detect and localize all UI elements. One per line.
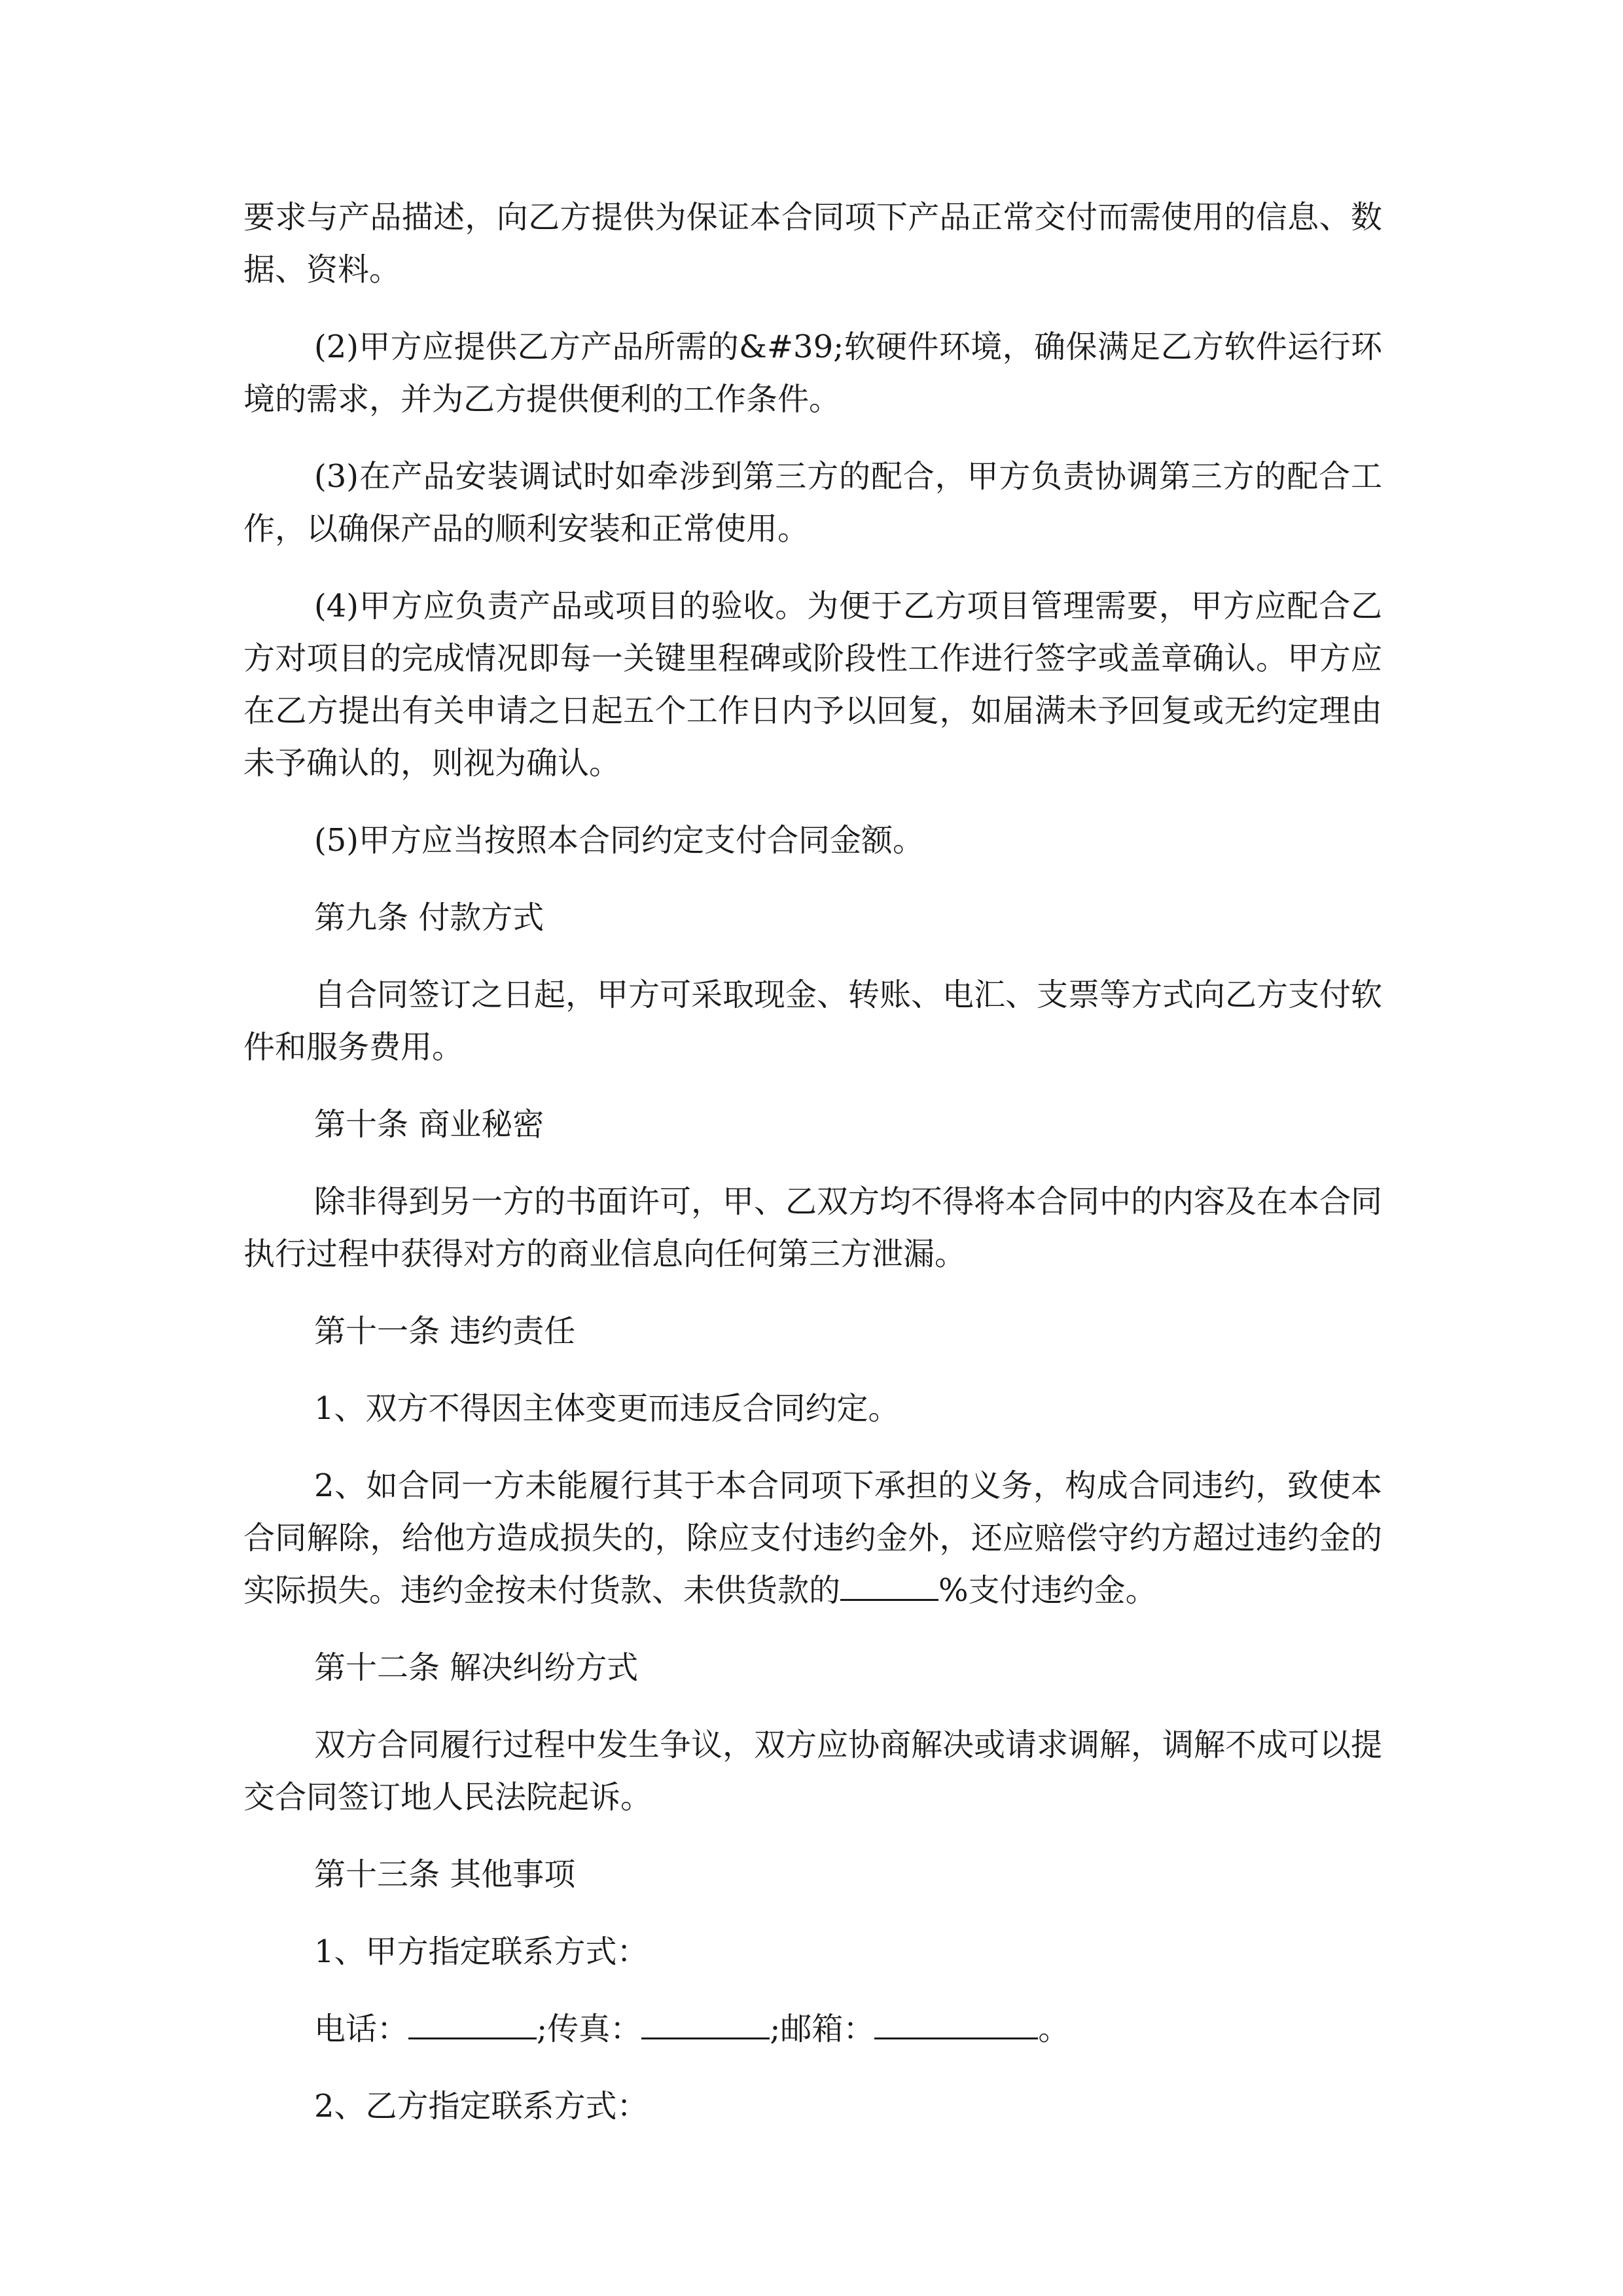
heading-article-11: 第十一条 违约责任: [314, 1313, 576, 1350]
paragraph-item-2: (2)甲方应提供乙方产品所需的&#39;软硬件环境，确保满足乙方软件运行环境的需求，并为乙方提供便利的工作条件。: [243, 329, 1382, 418]
phone-label: 电话：: [314, 2011, 409, 2047]
fax-label: ;传真：: [537, 2011, 642, 2047]
party-a-contact-line: [243, 2003, 1382, 2055]
phone-blank[interactable]: [408, 2007, 537, 2039]
email-label: ;邮箱：: [770, 2011, 875, 2047]
paragraph-trade-secret: 除非得到另一方的书面许可，甲、乙双方均不得将本合同中的内容及在本合同执行过程中获得对方的商业信息向任何第三方泄漏。: [243, 1183, 1383, 1272]
paragraph-dispute: 双方合同履行过程中发生争议，双方应协商解决或请求调解，调解不成可以提交合同签订地人民法院起诉。: [243, 1727, 1383, 1816]
paragraph-breach-1: 1、双方不得因主体变更而违反合同约定。: [314, 1390, 900, 1427]
paragraph-breach-2: [243, 1460, 1382, 1617]
penalty-text-before: 2、如合同一方未能履行其于本合同项下承担的义务，构成合同违约，致使本合同解除，给他方造成损失的，除应支付违约金外，还应赔偿守约方超过违约金的实际损失。违约金按未付货款、未供货款的: [243, 1467, 1382, 1609]
contract-body: [243, 191, 1382, 2157]
heading-article-12: 第十二条 解决纠纷方式: [314, 1649, 639, 1686]
paragraph-item-5: (5)甲方应当按照本合同约定支付合同金额。: [314, 822, 924, 859]
paragraph-party-b-contact: 2、乙方指定联系方式：: [314, 2088, 649, 2125]
paragraph-payment-method: 自合同签订之日起，甲方可采取现金、转账、电汇、支票等方式向乙方支付软件和服务费用。: [243, 977, 1383, 1066]
contact-line-end: 。: [1038, 2011, 1070, 2047]
paragraph-item-3: (3)在产品安装调试时如牵涉到第三方的配合，甲方负责协调第三方的配合工作，以确保产品的顺利安装和正常使用。: [243, 458, 1382, 547]
heading-article-9: 第九条 付款方式: [314, 899, 544, 936]
email-blank[interactable]: [874, 2007, 1038, 2039]
penalty-text-after: %支付违约金。: [938, 1572, 1157, 1609]
heading-article-13: 第十三条 其他事项: [314, 1856, 576, 1893]
fax-blank[interactable]: [641, 2007, 770, 2039]
paragraph-party-a-contact: 1、甲方指定联系方式：: [314, 1933, 649, 1970]
penalty-rate-blank[interactable]: [840, 1569, 938, 1601]
heading-article-10: 第十条 商业秘密: [314, 1106, 544, 1143]
paragraph-cont-requirements: 要求与产品描述，向乙方提供为保证本合同项下产品正常交付而需使用的信息、数据、资料。: [243, 199, 1382, 288]
paragraph-item-4: (4)甲方应负责产品或项目的验收。为便于乙方项目管理需要，甲方应配合乙方对项目的完成情况即每一关键里程碑或阶段性工作进行签字或盖章确认。甲方应在乙方提出有关申请之日起五个工作日内予以回复，如届满未予回复或无约定理由未予确认的，则视为确认。: [243, 588, 1382, 781]
